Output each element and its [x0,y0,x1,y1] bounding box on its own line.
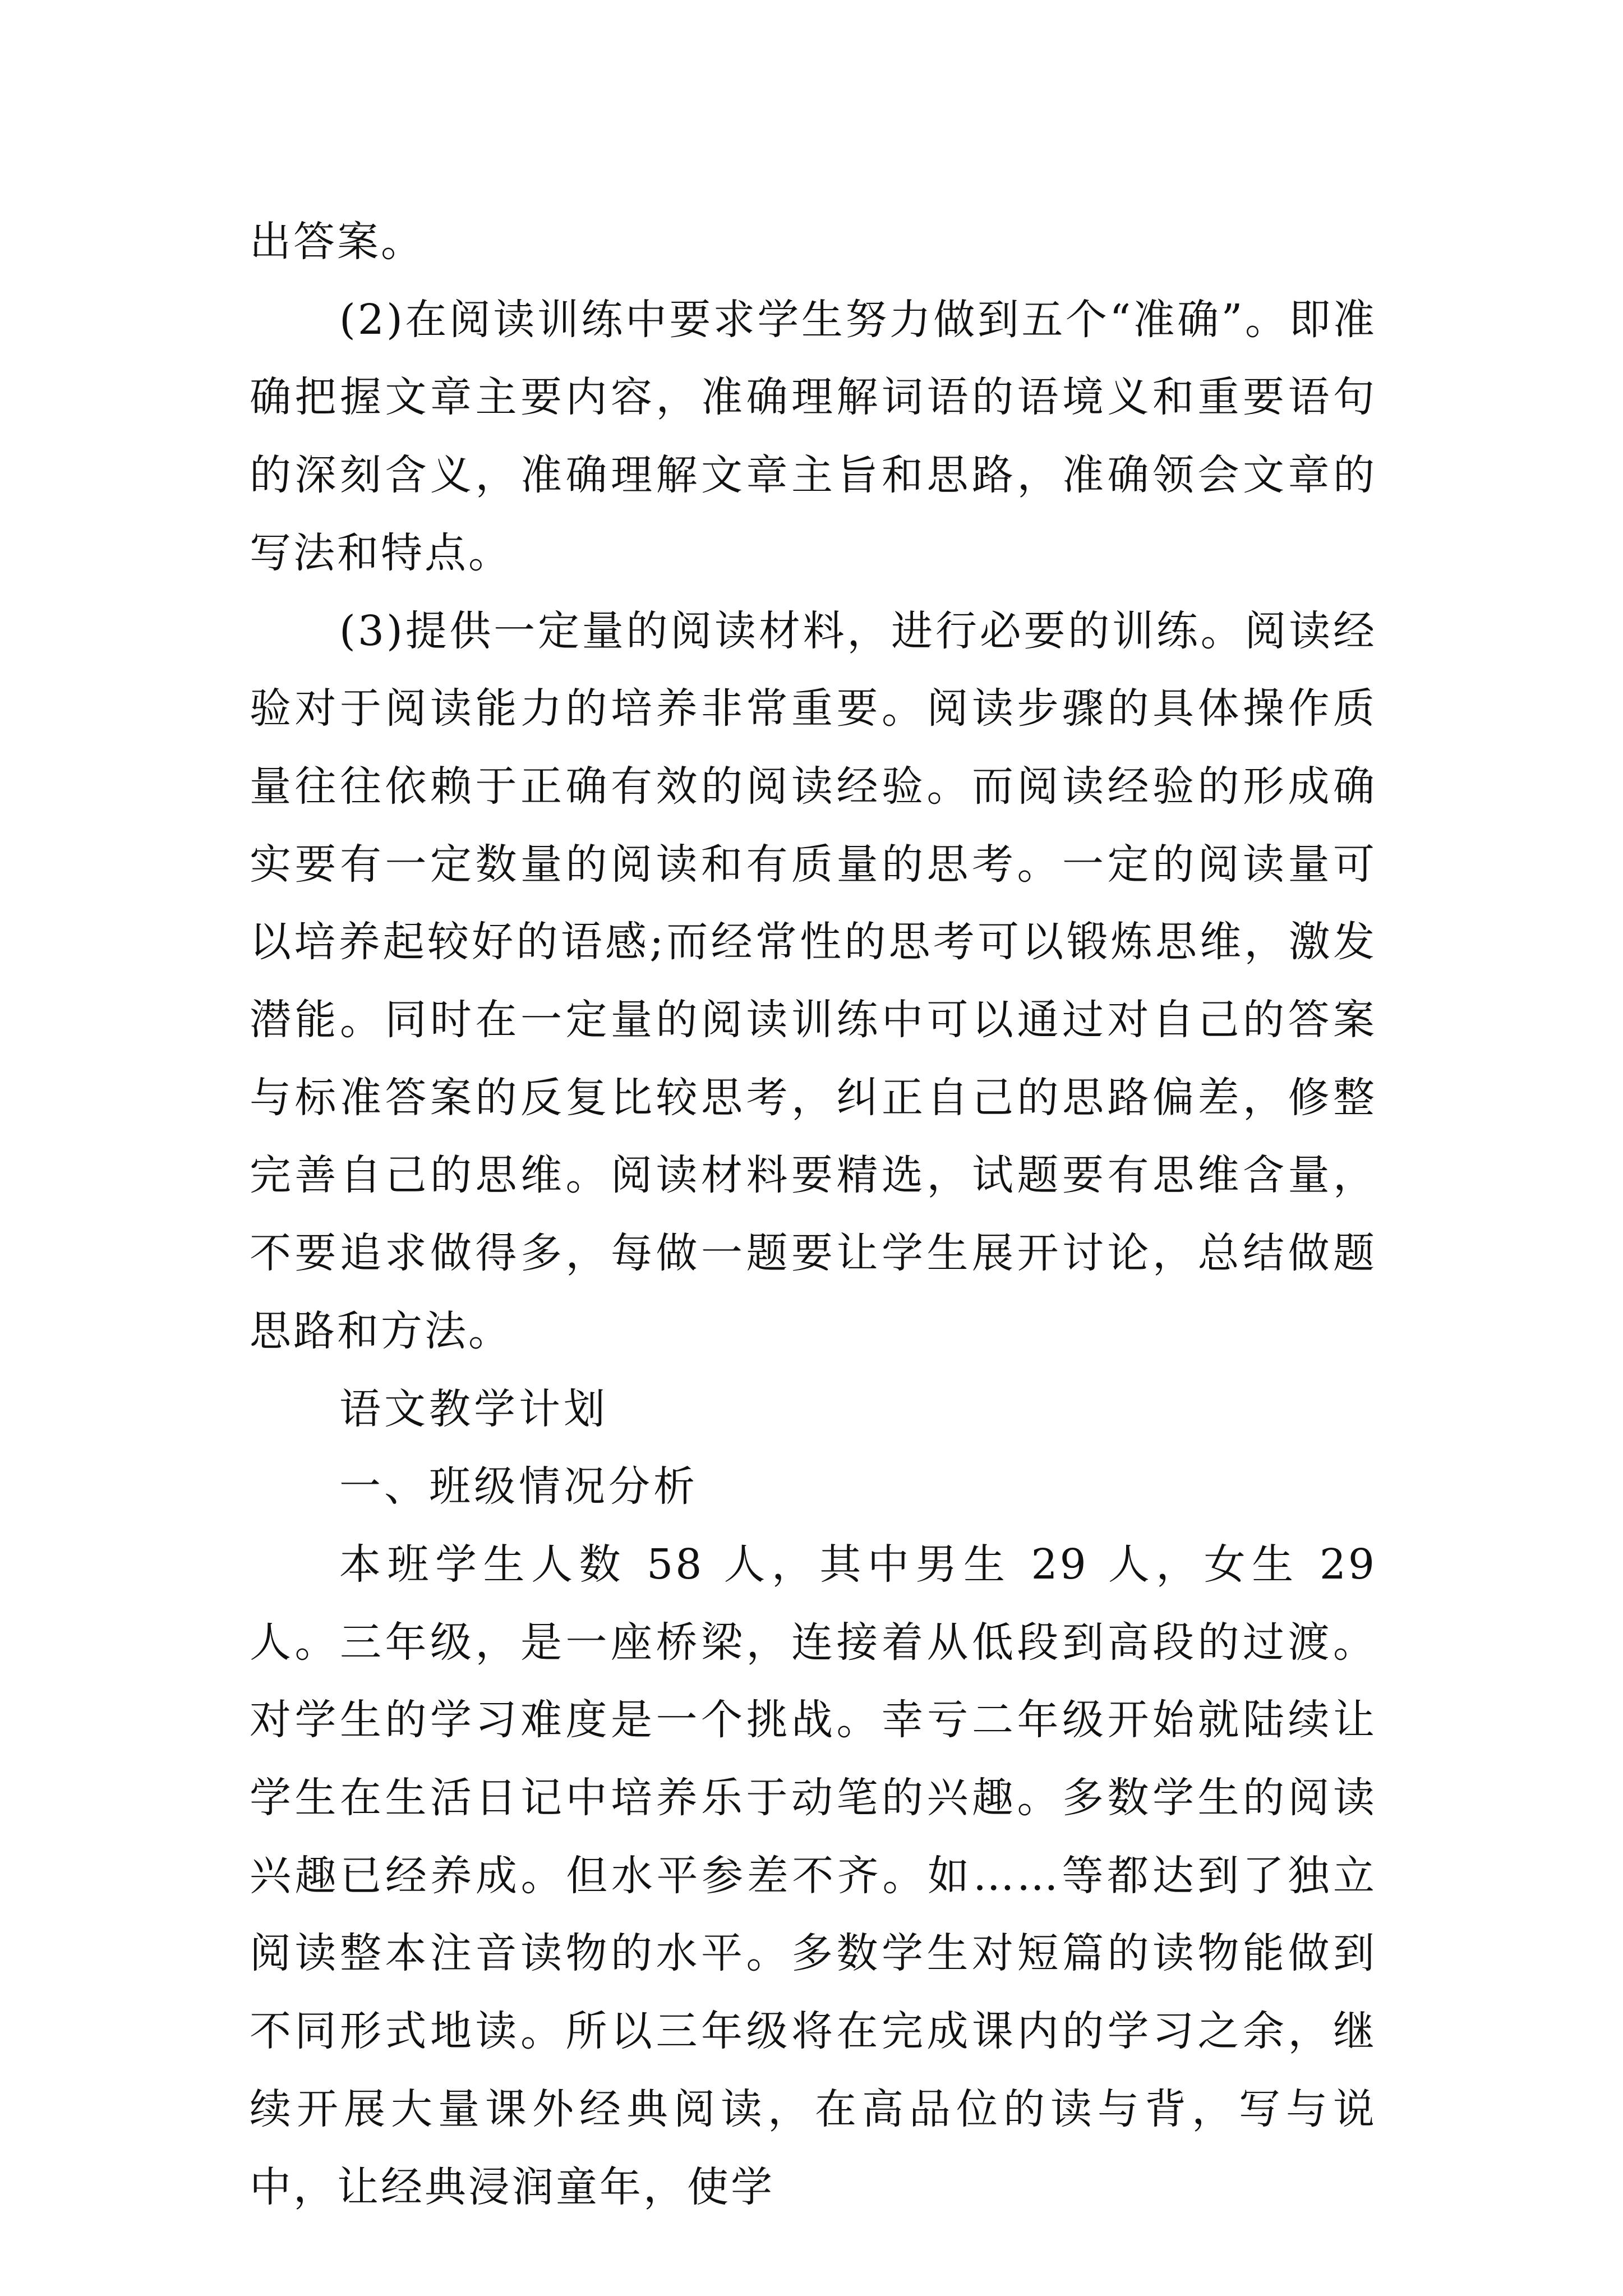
paragraph-accuracy: (2)在阅读训练中要求学生努力做到五个“准确”。即准确把握文章主要内容，准确理解词语的语境义和重要语句的深刻含义，准确理解文章主旨和思路，准确领会文章的写法和特点。 [250,295,1377,577]
section-title: 语文教学计划 [339,1384,608,1433]
paragraph-reading-materials: (3)提供一定量的阅读材料，进行必要的训练。阅读经验对于阅读能力的培养非常重要。阅读步骤的具体操作质量往往依赖于正确有效的阅读经验。而阅读经验的形成确实要有一定数量的阅读和有质量的思考。一定的阅读量可以培养起较好的语感;而经常性的思考可以锻炼思维，激发潜能。同时在一定量的阅读训练中可以通过对自己的答案与标准答案的反复比较思考，纠正自己的思路偏差，修整完善自己的思维。阅读材料要精选，试题要有思维含量，不要追求做得多，每做一题要让学生展开讨论，总结做题思路和方法。 [250,606,1377,1355]
paragraph-class-analysis: 本班学生人数 58 人，其中男生 29 人，女生 29 人。三年级，是一座桥梁，连接着从低段到高段的过渡。对学生的学习难度是一个挑战。幸亏二年级开始就陆续让学生在生活日记中培养乐于动笔的兴趣。多数学生的阅读兴趣已经养成。但水平参差不齐。如……等都达到了独立阅读整本注音读物的水平。多数学生对短篇的读物能做到不同形式地读。所以三年级将在完成课内的学习之余，继续开展大量课外经典阅读，在高品位的读与背，写与说中，让经典浸润童年，使学 [250,1540,1377,2211]
paragraph-continuation: 出答案。 [250,218,425,266]
document-body [250,203,1377,2226]
subsection-title: 一、班级情况分析 [339,1462,698,1511]
